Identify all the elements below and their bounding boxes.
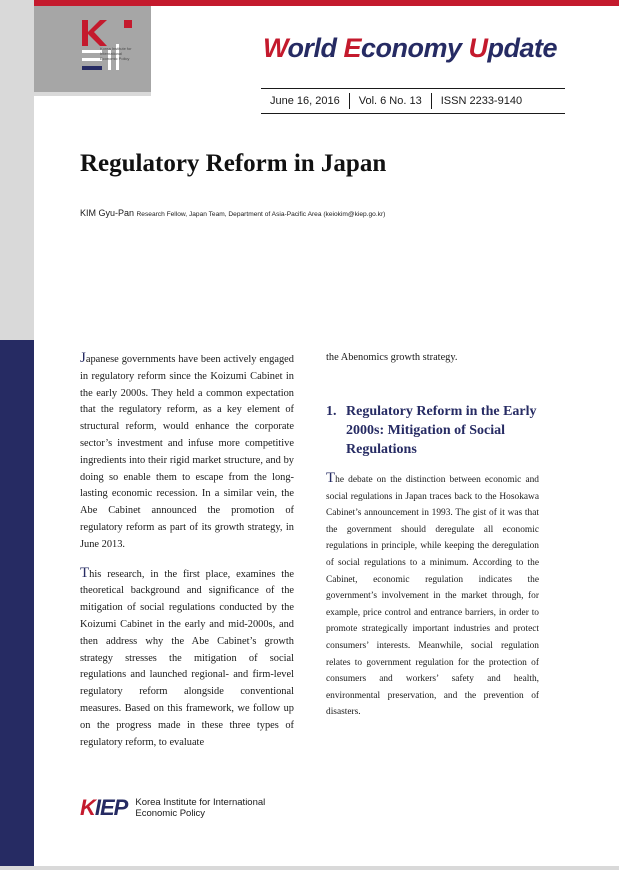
- masthead-title: World Economy Update: [262, 33, 557, 63]
- footer-logo: [80, 795, 265, 821]
- kiep-wordmark: KIEP: [80, 795, 128, 820]
- institute-name: Korea Institute for International Economic Policy: [135, 797, 266, 819]
- author-line: [80, 208, 385, 218]
- left-navy-band: [0, 340, 34, 870]
- drop-cap: J: [80, 350, 86, 366]
- section-number: 1.: [326, 404, 337, 419]
- body-column-right: [326, 470, 539, 721]
- volume-number: Vol. 6 No. 13: [358, 95, 422, 107]
- intro-paragraph: Japanese governments have been actively engaged in regulatory reform since the Koizumi Cabinet in the early 2000s. They held a common expectation that the regulatory reform, as a key element of structural reform, would enhance the corporate sector’s investment and infuse more competitive ingredients into their rigid market structure, and by doing so enable them to escape from the long-lasting economic recession. In a similar vein, the Abe Cabinet announced the promotion of regulatory reform as part of its growth strategy, in June 2013.: [80, 350, 294, 550]
- continuation-text: the Abenomics growth strategy.: [326, 352, 458, 363]
- publication-date: June 16, 2016: [270, 95, 340, 107]
- author-affiliation: Research Fellow, Japan Team, Department of Asia-Pacific Area (keiokim@kiep.go.kr): [136, 211, 386, 218]
- issn-number: ISSN 2233-9140: [440, 95, 523, 107]
- bottom-gray-border: [0, 866, 619, 870]
- emblem-caption: Korea Institute for International Economic Policy: [100, 46, 132, 61]
- section-paragraph: The debate on the distinction between economic and social regulations in Japan traces back to the Hosokawa Cabinet’s announcement in 1993. The gist of it was that the government should deregulate all economic regulations in principle, while keeping the deregulation of social regulations to a minimum. According to the Cabinet, economic regulation indicates the government’s involvement in the market through, for example, price control and entrance barriers, in order to promote strategically important industries and protect consumers’ interests. Meanwhile, social regulation relates to government regulation for the protection of consumers and workers’ safety and health, environmental preservation, and the prevention of disasters.: [326, 470, 539, 718]
- drop-cap: T: [326, 470, 336, 486]
- section-title: Regulatory Reform in the Early 2000s: Mitigation of Social Regulations: [346, 404, 537, 457]
- publication-info-bar: [261, 88, 565, 114]
- emblem-divider: [34, 92, 151, 96]
- research-paragraph: This research, in the first place, examines the theoretical background and significance of the mitigation of social regulations conducted by the Koizumi Cabinet in the early and mid-2000s, and then address why the Abe Cabinet’s growth strategy stresses the mitigation of social regulations and launched regional- and firm-level regulatory reform alongside conventional measures. Based on this framework, we follow up on the progress made in these three types of regulatory reform, to evaluate: [80, 564, 294, 748]
- author-name: KIM Gyu-Pan: [80, 208, 135, 218]
- article-title: Regulatory Reform in Japan: [80, 150, 387, 177]
- drop-cap: T: [80, 564, 90, 581]
- section-heading: [326, 402, 539, 459]
- body-column-left: [80, 350, 294, 751]
- body-column-right-continuation: [326, 350, 539, 367]
